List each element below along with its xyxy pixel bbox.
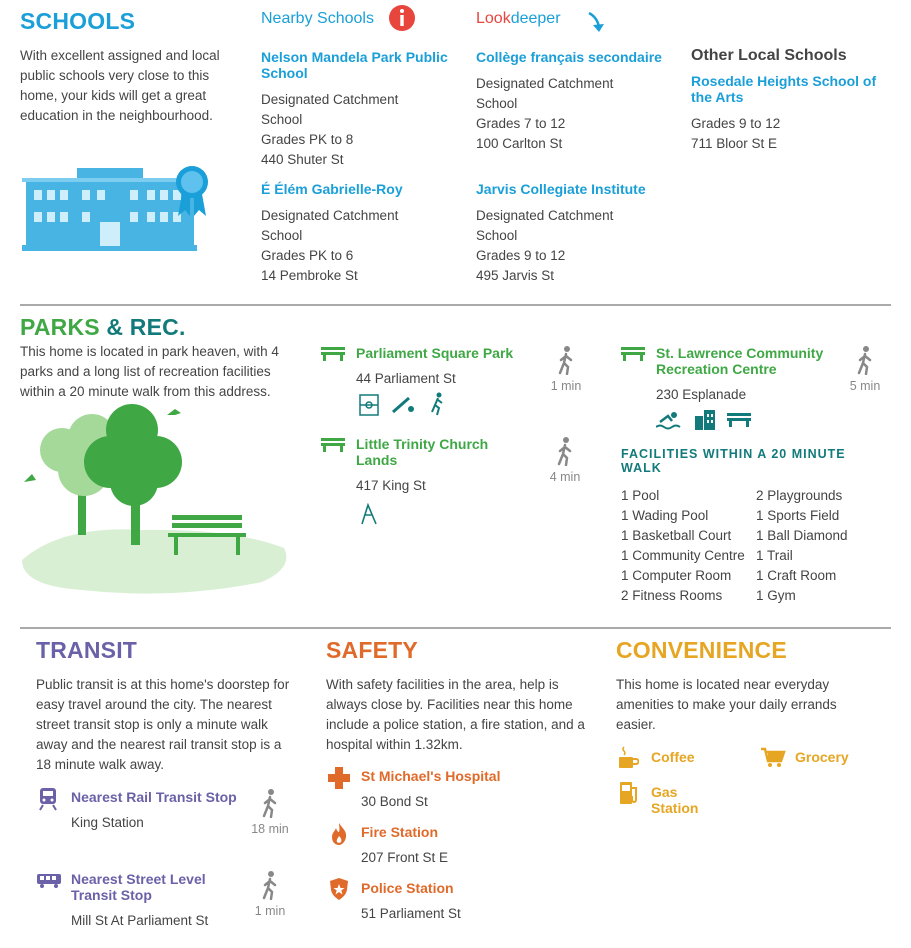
facility-item: 1 Ball Diamond (756, 528, 848, 543)
transit-description: Public transit is at this home's doorstep for easy travel around the city. The nearest street transit stop is only a minute walk away and the nearest rail transit stop is a 18 minute walk away. (36, 677, 290, 772)
convenience-description: This home is located near everyday amenities to make your daily errands easier. (616, 677, 837, 732)
hospital-cross-icon (327, 766, 351, 790)
facility-item: 2 Fitness Rooms (621, 588, 723, 603)
bench-icon (727, 411, 751, 427)
coffee-cup-icon (617, 746, 639, 770)
walking-person-icon (260, 870, 280, 900)
other-schools-title: Other Local Schools (691, 47, 847, 64)
park-name-link[interactable]: Parliament Square Park (356, 345, 514, 361)
facility-item: 1 Craft Room (756, 568, 837, 583)
facilities-left-list (621, 486, 756, 606)
gas-pump-icon (618, 780, 640, 806)
facility-item: 1 Wading Pool (621, 508, 709, 523)
facility-item: 2 Playgrounds (756, 488, 843, 503)
school-lookdeeper-2: Jarvis Collegiate Institute Designated Catchment School Grades 9 to 12 495 Jarvis St (476, 181, 676, 286)
safety-name-link[interactable]: Police Station (361, 880, 454, 896)
park-bench-icon (621, 345, 645, 361)
safety-item-fire: Fire Station 207 Front St E (361, 824, 561, 868)
facility-item: 1 Community Centre (621, 548, 745, 563)
park-name-link[interactable]: Little Trinity Church Lands (356, 436, 489, 468)
park-illustration (22, 400, 290, 600)
convenience-grocery-link[interactable]: Grocery (795, 749, 849, 765)
trail-runner-icon (429, 392, 445, 416)
transit-name-link[interactable]: Nearest Rail Transit Stop (71, 789, 237, 805)
school-lookdeeper-1: Collège français secondaire Designated Catchment School Grades 7 to 12 100 Carlton St (476, 49, 676, 154)
train-icon (38, 787, 58, 811)
transit-name-link[interactable]: Nearest Street Level Transit Stop (71, 871, 206, 903)
safety-name-link[interactable]: St Michael's Hospital (361, 768, 501, 784)
section-divider (20, 627, 891, 629)
facility-item: 1 Trail (756, 548, 793, 563)
walking-person-icon (855, 345, 875, 375)
school-building-illustration (22, 160, 212, 255)
shopping-cart-icon (760, 747, 786, 769)
arrow-down-right-icon (586, 10, 606, 34)
park-item-2: Little Trinity Church Lands 417 King St (356, 436, 526, 496)
school-name-link[interactable]: Jarvis Collegiate Institute (476, 181, 646, 197)
streetcar-icon (36, 872, 62, 888)
school-nearby-2: É Élém Gabrielle-Roy Designated Catchment School Grades PK to 6 14 Pembroke St (261, 181, 461, 286)
safety-title: SAFETY (326, 637, 418, 663)
convenience-coffee-link[interactable]: Coffee (651, 749, 695, 765)
school-name-link[interactable]: É Élém Gabrielle-Roy (261, 181, 403, 197)
walk-time-1: 1 min (546, 345, 586, 393)
school-name-link[interactable]: Nelson Mandela Park Public School (261, 49, 448, 81)
swimming-icon (656, 410, 682, 430)
convenience-gas-station-link[interactable]: Gas Station (651, 784, 699, 816)
walk-time-rail: 18 min (250, 788, 290, 836)
facility-item: 1 Basketball Court (621, 528, 732, 543)
nearby-schools-label: Nearby Schools (261, 10, 374, 27)
walk-time-2: 4 min (545, 436, 585, 484)
parks-description: This home is located in park heaven, with 4 parks and a long list of recreation facilities within a 20 minute walk from this address. (20, 344, 279, 399)
info-icon[interactable] (388, 4, 416, 32)
walking-person-icon (556, 345, 576, 375)
safety-description: With safety facilities in the area, help is always close by. Facilities near this home include a police station, a fire station, and a hospital within 1.32km. (326, 677, 585, 752)
baseball-icon (391, 394, 415, 414)
park-bench-icon (321, 436, 345, 452)
lookdeeper-label[interactable]: Lookdeeper (476, 10, 561, 27)
section-divider (20, 304, 891, 306)
school-name-link[interactable]: Rosedale Heights School of the Arts (691, 73, 877, 105)
school-other-1: Rosedale Heights School of the Arts Grades 9 to 12 711 Bloor St E (691, 73, 891, 154)
safety-item-police: Police Station 51 Parliament St (361, 880, 561, 924)
safety-item-hospital: St Michael's Hospital 30 Bond St (361, 768, 561, 812)
safety-name-link[interactable]: Fire Station (361, 824, 439, 840)
walk-time-street: 1 min (250, 870, 290, 918)
facilities-right-list (756, 486, 886, 606)
parks-title: PARKS & REC. (20, 314, 186, 340)
facility-item: 1 Computer Room (621, 568, 732, 583)
facility-item: 1 Gym (756, 588, 796, 603)
park-item-3: St. Lawrence Community Recreation Centre 230 Esplanade (656, 345, 846, 405)
police-badge-icon (329, 877, 349, 901)
school-name-link[interactable]: Collège français secondaire (476, 49, 662, 65)
walking-person-icon (555, 436, 575, 466)
park-item-1: Parliament Square Park 44 Parliament St (356, 345, 536, 389)
facilities-title: FACILITIES WITHIN A 20 MINUTE WALK (621, 447, 846, 475)
facility-item: 1 Pool (621, 488, 660, 503)
walking-person-icon (260, 788, 280, 818)
transit-item-rail: Nearest Rail Transit Stop King Station (71, 789, 241, 833)
schools-description: With excellent assigned and local public schools very close to this home, your kids will get a great education in the neighbourhood. (20, 48, 220, 123)
sports-field-icon (359, 394, 379, 416)
convenience-title: CONVENIENCE (616, 637, 787, 663)
school-nearby-1: Nelson Mandela Park Public School Designated Catchment School Grades PK to 8 440 Shuter St (261, 49, 461, 170)
transit-item-street: Nearest Street Level Transit Stop Mill St At Parliament St (71, 871, 246, 931)
schools-title: SCHOOLS (20, 8, 136, 34)
community-centre-icon (693, 408, 717, 430)
park-name-link[interactable]: St. Lawrence Community Recreation Centre (656, 345, 824, 377)
transit-title: TRANSIT (36, 637, 138, 663)
park-bench-icon (321, 345, 345, 361)
playground-slide-icon (360, 503, 378, 525)
walk-time-3: 5 min (845, 345, 885, 393)
fire-flame-icon (330, 822, 348, 846)
facility-item: 1 Sports Field (756, 508, 840, 523)
